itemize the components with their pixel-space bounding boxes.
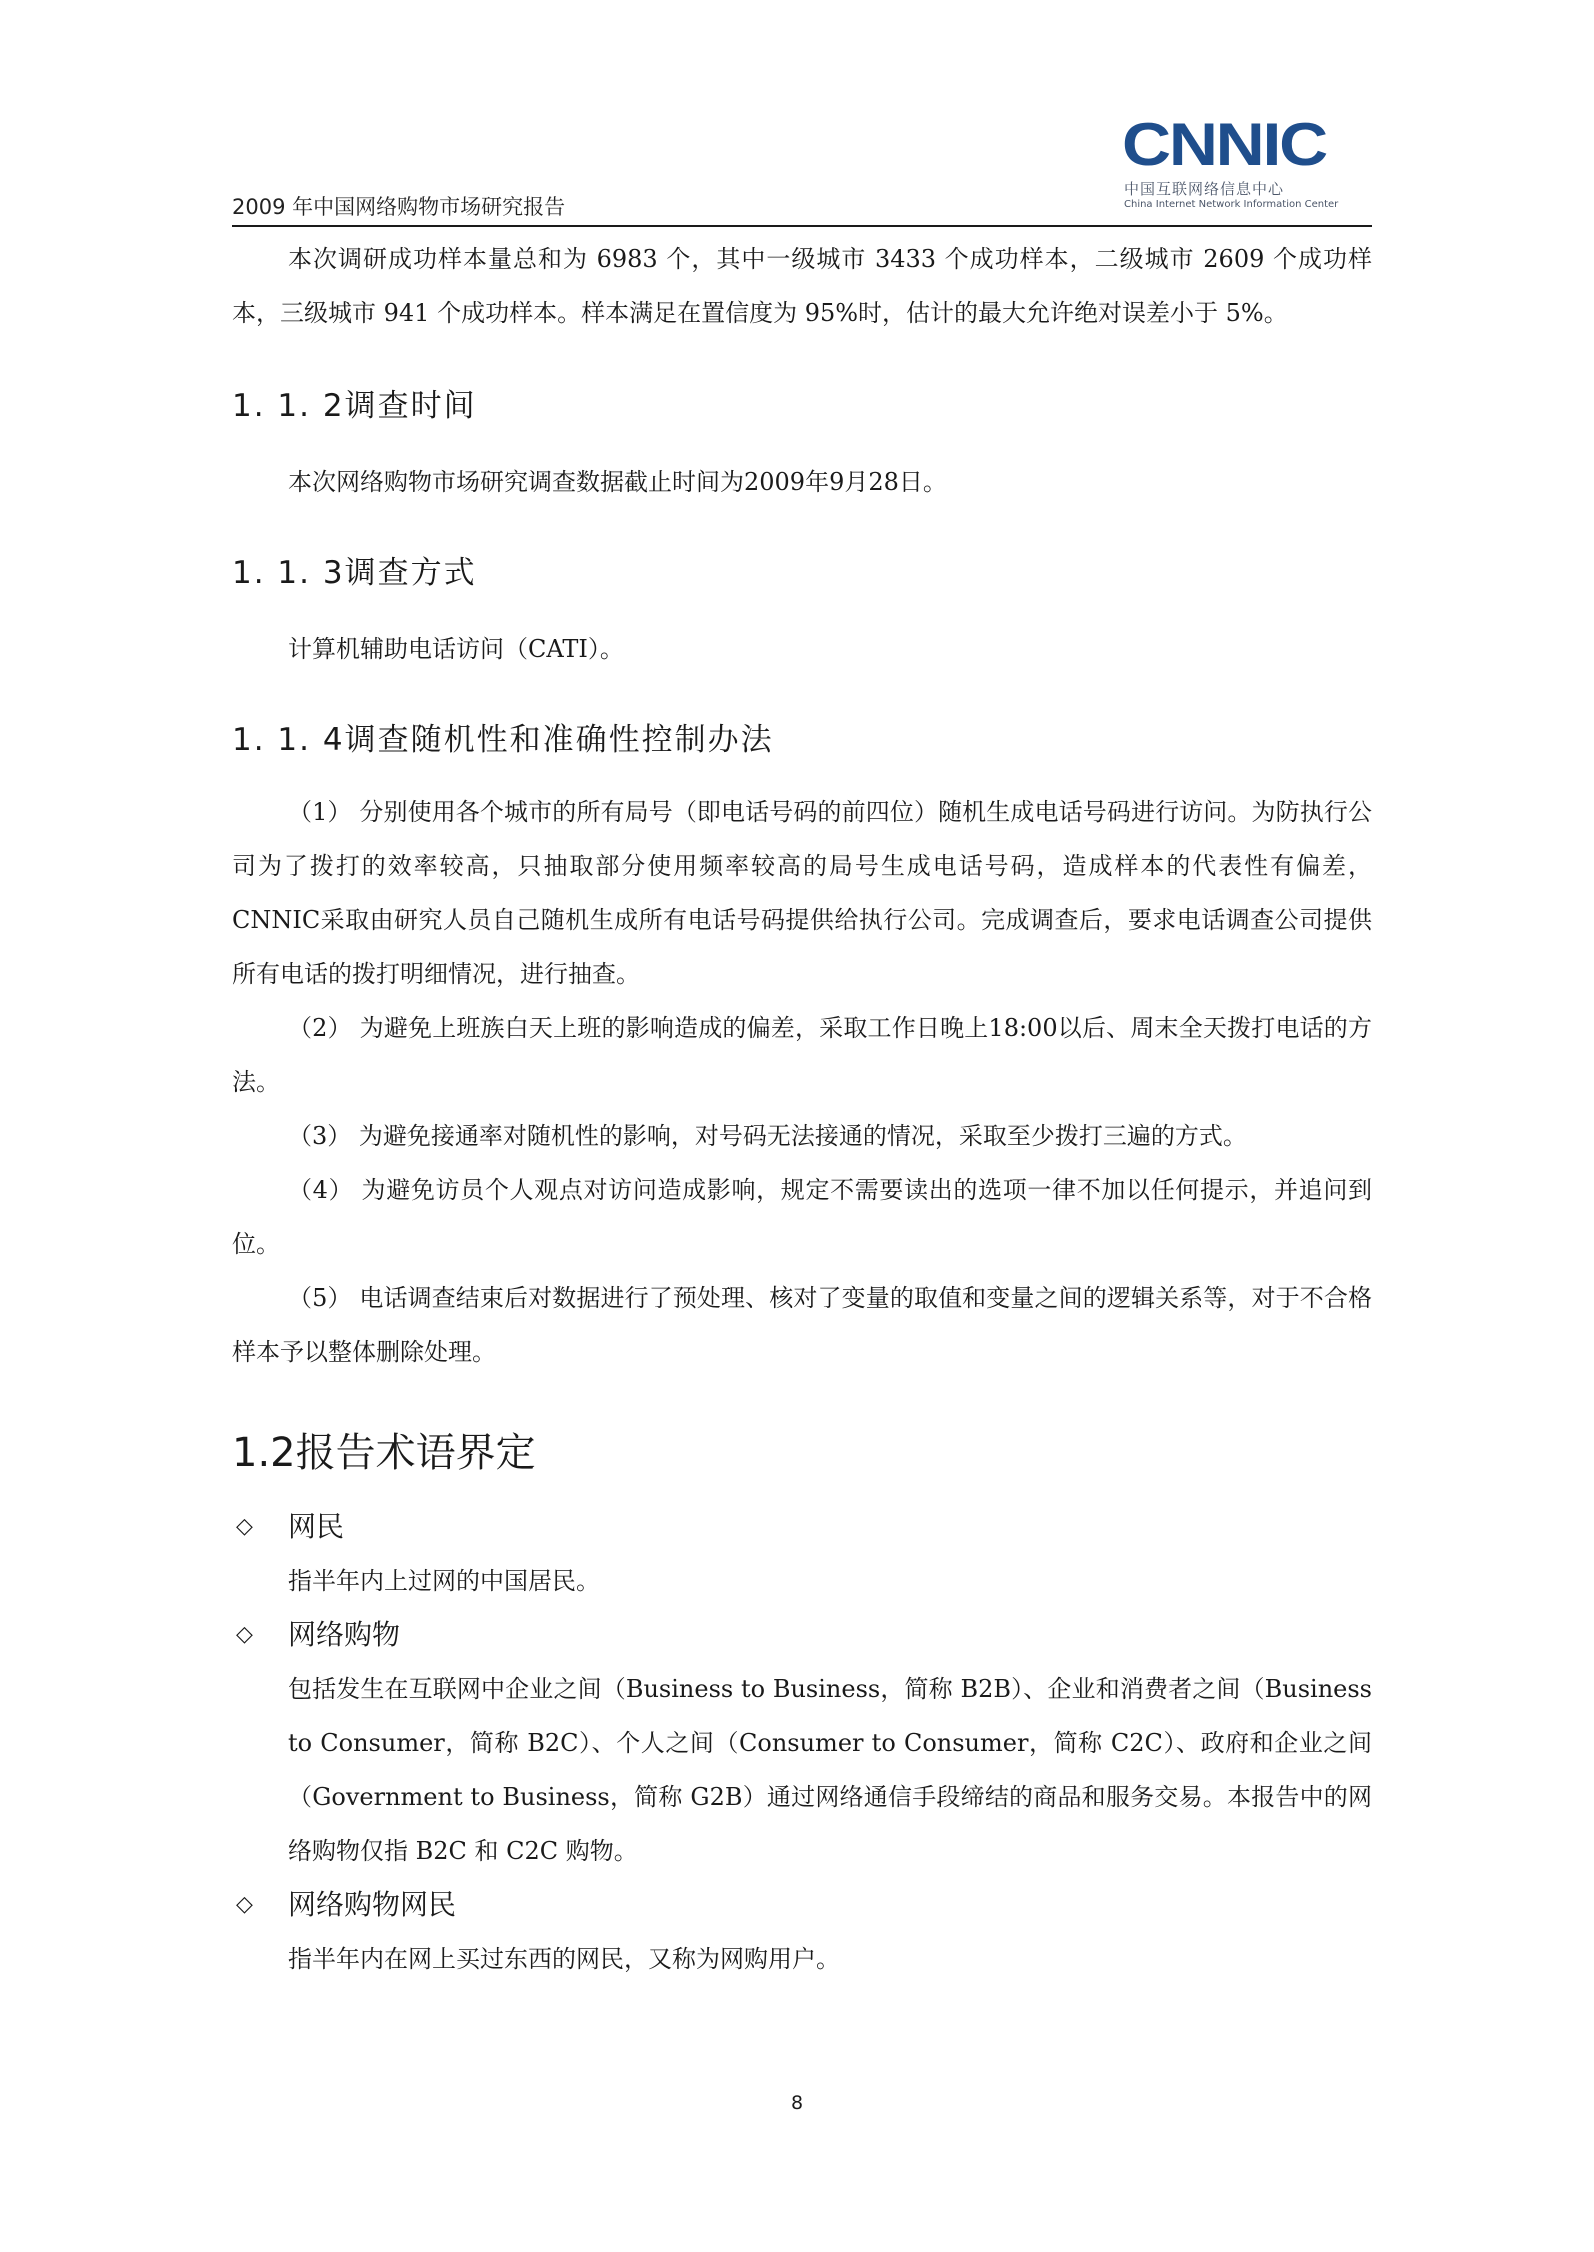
intro-paragraph: 本次调研成功样本量总和为 6983 个，其中一级城市 3433 个成功样本，二级城市 2609 个成功样本，三级城市 941 个成功样本。样本满足在置信度为 95%时，估计的最大允许绝对误差小于 5%。 (232, 245, 1372, 327)
survey-time-text: 本次网络购物市场研究调查数据截止时间为2009年9月28日。 (288, 468, 947, 496)
term-online-shopper (232, 1878, 1372, 1932)
cnnic-logo (1120, 115, 1339, 217)
term-definition: 指半年内上过网的中国居民。 (288, 1567, 600, 1595)
term-label: 网民 (288, 1510, 345, 1543)
page-content (232, 232, 1372, 1986)
control-item-2: （2） 为避免上班族白天上班的影响造成的偏差，采取工作日晚上18:00以后、周末全天拨打电话的方法。 (232, 1014, 1372, 1096)
term-label: 网络购物网民 (288, 1888, 457, 1921)
report-title: 2009 年中国网络购物市场研究报告 (232, 195, 566, 219)
term-online-shopping (232, 1608, 1372, 1662)
page-header (232, 115, 1372, 227)
term-netizen (232, 1500, 1372, 1554)
logo-wordmark: CNNIC (1122, 115, 1327, 173)
control-item-4: （4） 为避免访员个人观点对访问造成影响，规定不需要读出的选项一律不加以任何提示，并追问到位。 (232, 1176, 1372, 1258)
cnnic-logo-icon (1120, 115, 1330, 173)
term-definition: 指半年内在网上买过东西的网民，又称为网购用户。 (288, 1945, 840, 1973)
heading-1-1-2: 1. 1. 2调查时间 (232, 388, 477, 424)
control-item-1: （1） 分别使用各个城市的所有局号（即电话号码的前四位）随机生成电话号码进行访问。为防执行公司为了拨打的效率较高，只抽取部分使用频率较高的局号生成电话号码，造成样本的代表性有偏差，CNNIC采取由研究人员自己随机生成所有电话号码提供给执行公司。完成调查后，要求电话调查公司提供所有电话的拨打明细情况，进行抽查。 (232, 798, 1372, 988)
diamond-bullet-icon: ◇ (236, 1622, 253, 1647)
diamond-bullet-icon: ◇ (236, 1892, 253, 1917)
control-item-5: （5） 电话调查结束后对数据进行了预处理、核对了变量的取值和变量之间的逻辑关系等，对于不合格样本予以整体删除处理。 (232, 1284, 1372, 1366)
term-definition: 包括发生在互联网中企业之间（Business to Business，简称 B2B）、企业和消费者之间（Business to Consumer，简称 B2C）、个人之间（Consumer to Consumer，简称 C2C）、政府和企业之间（Government to Business，简称 G2B）通过网络通信手段缔结的商品和服务交易。本报告中的网络购物仅指 B2C 和 C2C 购物。 (288, 1675, 1372, 1865)
term-label: 网络购物 (288, 1618, 401, 1651)
logo-en-text: China Internet Network Information Center (1124, 199, 1339, 210)
logo-cn-text: 中国互联网络信息中心 (1124, 180, 1285, 198)
survey-method-text: 计算机辅助电话访问（CATI）。 (288, 635, 624, 663)
heading-1-1-4: 1. 1. 4调查随机性和准确性控制办法 (232, 722, 774, 758)
heading-1-1-3: 1. 1. 3调查方式 (232, 555, 477, 591)
page-number: 8 (790, 2092, 804, 2114)
heading-1-2: 1.2报告术语界定 (232, 1430, 536, 1476)
control-item-3: （3） 为避免接通率对随机性的影响，对号码无法接通的情况，采取至少拨打三遍的方式。 (288, 1122, 1247, 1150)
header-divider (232, 225, 1372, 227)
diamond-bullet-icon: ◇ (236, 1514, 253, 1539)
